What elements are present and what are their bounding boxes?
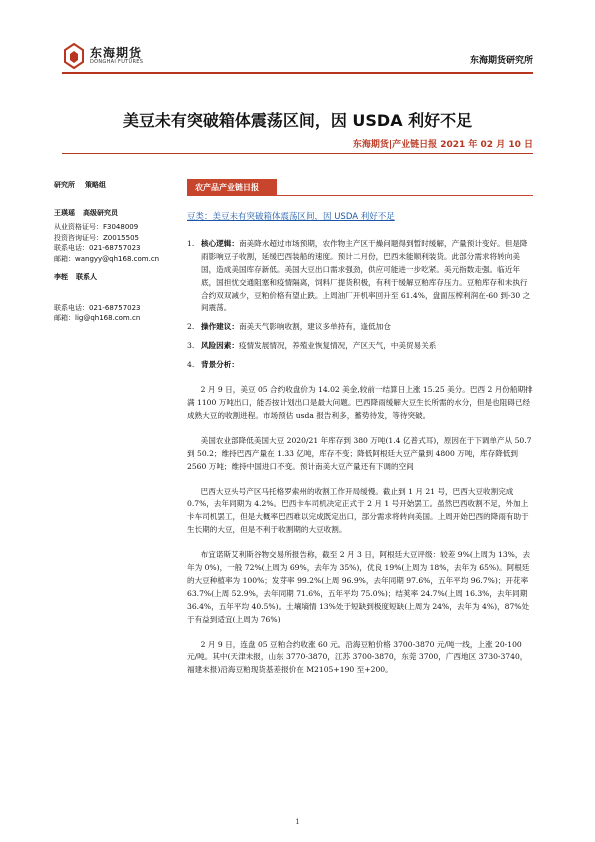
date-bar	[62, 134, 533, 154]
analyst-heading	[54, 208, 180, 219]
advice-item	[187, 321, 533, 334]
item-number: 4.	[187, 360, 195, 370]
risk-item	[187, 340, 533, 353]
background-paragraph: 2 月 9 日，美豆 05 合约收盘价为 14.02 美金,较前一结算日上涨 15.25 美分。巴西 2 月份船期排满 1100 万吨出口，能否按计划出口是最大问题。巴西降雨缓解大豆生长所需的水分，但是也阻碍已经成熟大豆的收割进程。市场预估 usda 报告利多，蓄势待发，等待突破。	[187, 385, 533, 420]
company-logo	[62, 42, 192, 70]
contact-title: 联系人	[76, 273, 97, 281]
item-label: 背景分析：	[201, 360, 239, 370]
logo-text-en: DONGHAI FUTURES	[90, 59, 144, 65]
analyst-phone: 联系电话：021-68757023	[54, 244, 141, 252]
sidebar-org	[54, 180, 180, 191]
author-sidebar	[54, 180, 180, 324]
analyst-advisory-license: 投资咨询证号：Z0015505	[54, 233, 139, 242]
analyst-email[interactable]: 邮箱：wangyy@qh168.com.cn	[54, 254, 160, 263]
analyst-name: 王瑛瑶	[54, 208, 75, 217]
section-header-label: 农产品产业链日报	[195, 183, 259, 192]
report-title: 美豆未有突破箱体震荡区间，因 USDA 利好不足	[122, 111, 473, 130]
contact-heading	[54, 272, 180, 283]
background-paragraph: 美国农业部降低美国大豆 2020/21 年库存到 380 万吨(1.4 亿普式耳)，原因在于下调单产从 50.7 到 50.2；维持巴西产量在 1.33 亿吨，库存不变；降低阿根廷大豆产量到 4800 万吨，库存降低到 2560 万吨；维持中国进口不变。预计南美大豆产量还有下调的空间	[187, 435, 532, 471]
sidebar-org-dept: 研究所	[54, 181, 75, 189]
item-label: 操作建议：	[201, 322, 239, 332]
background-paragraph: 巴西大豆头号产区马托格罗索州的收割工作开局缓慢。截止到 1 月 21 号，巴西大豆收割完成 0.7%，去年同期为 4.2%。巴西卡车司机决定正式于 2 月 1 号开始罢工。虽然巴西收割不足，外加上卡车司机罢工，但是大概率巴西难以完成既定出口，部分需求将转向美国。上周开始巴西的降雨有助于生长期的大豆，但是不利于收割期的大豆收割。	[187, 486, 529, 535]
item-number: 1.	[187, 238, 195, 248]
date-bar-divider	[62, 153, 533, 155]
item-label: 风险因素：	[201, 341, 239, 351]
report-body	[187, 211, 533, 677]
report-date-line: 东海期货|产业链日报 2021 年 02 月 10 日	[352, 140, 533, 150]
contact-name: 李轾	[54, 273, 68, 281]
page-number: 1	[295, 818, 300, 826]
header-institute-label: 东海期货研究所	[469, 56, 533, 66]
sidebar-org-group: 策略组	[85, 181, 106, 189]
background-paragraph: 布宜诺斯艾利斯谷物交易所报告称，截至 2 月 3 日，阿根廷大豆评级：较差 9%(上周为 13%，去年为 0%)，一般 72%(上周为 69%，去年为 35%)，优良 19%(上周为 18%，去年为 65%)。阿根廷的大豆种植率为 100%；发芽率 99.2%(上周 96.9%，去年同期 97.6%，五年平均 96.7%)；开花率 63.7%(上周 52.9%，去年同期 71.6%，五年平均 75.0%)；结荚率 24.7%(上周 16.3%，去年同期 36.4%，五年平均 40.5%)。土壤墒情 13%处于短缺到极度短缺(上周为 24%，去年为 4%)，87%处于有益到适宜(上周为 76%)	[187, 550, 531, 624]
background-paragraph: 2 月 9 日，连盘 05 豆粕合约收涨 60 元。沿海豆粕价格 3700-3870 元/吨一线，上涨 20-100 元/吨。其中(天津未报，山东 3770-3870，江苏 3700-3870，东莞 3700，广西地区 3730-3740，福建未报)沿海豆粕现货基差报价在 M2105+190 至+200。	[187, 639, 528, 675]
analyst-license: 从业资格证号：F3048009	[54, 223, 139, 231]
logo-icon	[62, 42, 86, 70]
core-logic-item	[187, 238, 533, 315]
report-subtitle-link[interactable]: 豆类：美豆未有突破箱体震荡区间，因 USDA 利好不足	[187, 212, 395, 222]
section-header	[187, 179, 277, 195]
contact-phone: 联系电话：021-68757023	[54, 303, 141, 312]
item-text: 南美天气影响收割，建议多单持有，逢低加仓	[238, 322, 391, 332]
section-divider	[187, 195, 533, 196]
logo-text-cn: 东海期货	[90, 46, 143, 60]
analyst-title: 高级研究员	[83, 208, 118, 217]
item-number: 3.	[187, 341, 195, 351]
item-text: 南美降水超过市场预期，农作物主产区干燥问题得到暂时缓解，产量预计变好。但是降雨影响豆子收割，延缓巴西装船的速度。预计二月份，巴西未能顺利装货。此部分需求将转向美国，造成美国库存新低。美国大豆出口需求强劲，供应可能进一步吃紧。美元指数走强。临近年底，国担忧交通阻塞和疫情隔离，饲料厂提货积极，有利于缓解豆粕库存压力。豆粕库存和未执行合约双双减少，豆粕价格有望止跌。上周油厂开机率回升至 61.4%，盘面压榨利润在-60 到-30 之间震荡。	[201, 238, 531, 313]
item-label: 核心逻辑：	[201, 238, 239, 248]
header-divider	[62, 72, 533, 74]
item-text: 疫情发展情况，养殖业恢复情况，产区天气，中美贸易关系	[238, 341, 437, 351]
background-item	[187, 359, 533, 372]
contact-email[interactable]: 邮箱：lig@qh168.com.cn	[54, 314, 141, 322]
item-number: 2.	[187, 322, 195, 332]
